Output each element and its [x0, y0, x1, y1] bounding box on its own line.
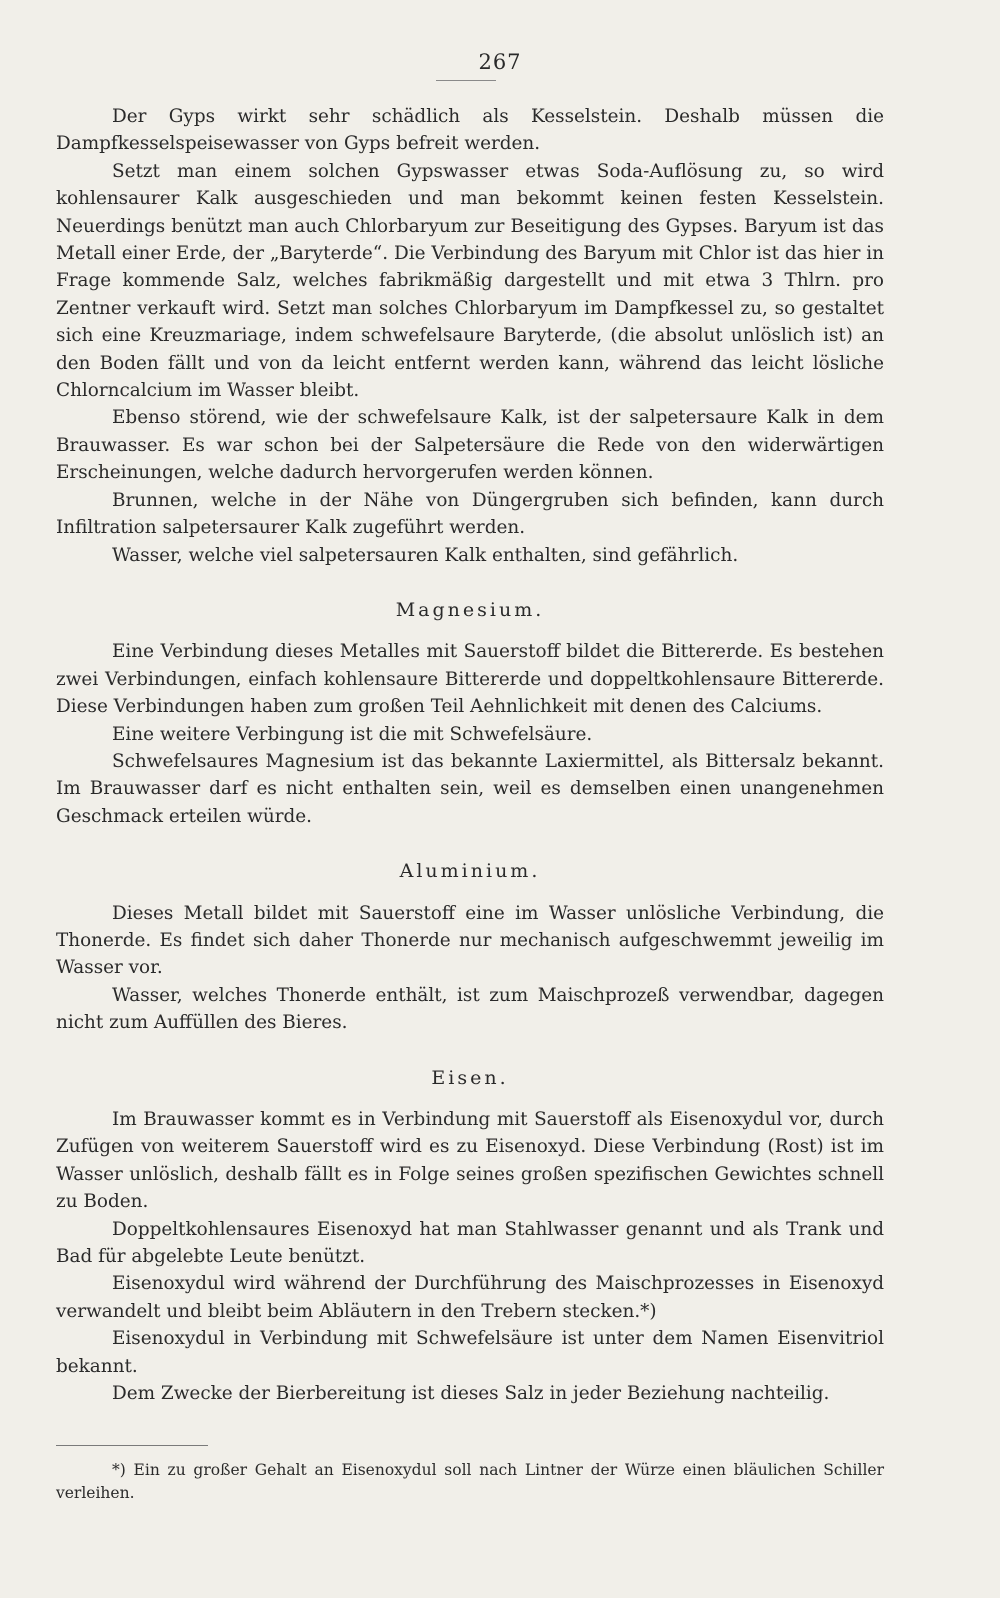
section-heading: Magnesium.: [395, 598, 545, 621]
paragraph: Eisenoxydul wird während der Durchführung des Maischprozesses in Eisenoxyd verwandelt und bleibt beim Abläutern in den Trebern stecken.*): [56, 1273, 884, 1322]
paragraph: Schwefelsaures Magnesium ist das bekannte Laxiermittel, als Bittersalz bekannt. Im Brauwasser darf es nicht enthalten sein, weil es demselben einen unangenehmen Geschmack erteilen würde.: [56, 750, 884, 827]
paragraph: Brunnen, welche in der Nähe von Düngergruben sich befinden, kann durch Infiltration salpetersaurer Kalk zugeführt werden.: [56, 489, 884, 539]
paragraph: Wasser, welche viel salpetersauren Kalk enthalten, sind gefährlich.: [112, 544, 739, 566]
paragraph: Eine Verbindung dieses Metalles mit Sauerstoff bildet die Bittererde. Es bestehen zwei Verbindungen, einfach kohlensaure Bittererde und doppeltkohlensaure Bittererde. Diese Verbindungen haben zum großen Teil Aehnlichkeit mit denen des Calciums.: [56, 641, 884, 718]
body-text: [56, 103, 884, 1407]
paragraph: Dem Zwecke der Bierbereitung ist dieses Salz in jeder Beziehung nachteilig.: [112, 1383, 830, 1405]
footnote-rule: [56, 1445, 208, 1446]
paragraph: Ebenso störend, wie der schwefelsaure Kalk, ist der salpetersaure Kalk in dem Brauwasser. Es war schon bei der Salpetersäure die Rede von den widerwärtigen Erscheinungen, welche dadurch hervorgerufen werden können.: [56, 407, 884, 484]
paragraph: Der Gyps wirkt sehr schädlich als Kesselstein. Deshalb müssen die Dampfkesselspeisewasser von Gyps befreit werden.: [56, 106, 884, 155]
paragraph: Eine weitere Verbingung ist die mit Schwefelsäure.: [112, 723, 593, 745]
paragraph: Im Brauwasser kommt es in Verbindung mit Sauerstoff als Eisenoxydul vor, durch Zufügen von weiterem Sauerstoff wird es zu Eisenoxyd. Diese Verbindung (Rost) ist im Wasser unlöslich, deshalb fällt es in Folge seines großen spezifischen Gewichtes schnell zu Boden.: [56, 1109, 884, 1213]
footnote: *) Ein zu großer Gehalt an Eisenoxydul soll nach Lintner der Würze einen bläulichen Schiller verleihen.: [56, 1461, 884, 1502]
paragraph: Dieses Metall bildet mit Sauerstoff eine im Wasser unlösliche Verbindung, die Thonerde. Es findet sich daher Thonerde nur mechanisch aufgeschwemmt jeweilig im Wasser vor.: [56, 902, 884, 979]
paragraph: Eisenoxydul in Verbindung mit Schwefelsäure ist unter dem Namen Eisenvitriol bekannt.: [56, 1328, 884, 1377]
section-heading: Aluminium.: [399, 860, 541, 883]
page-number: 267: [478, 50, 522, 74]
section-heading: Eisen.: [431, 1066, 509, 1089]
paragraph: Wasser, welches Thonerde enthält, ist zum Maischprozeß verwendbar, dagegen nicht zum Auffüllen des Bieres.: [56, 984, 884, 1034]
paragraph: Setzt man einem solchen Gypswasser etwas Soda-Auflösung zu, so wird kohlensaurer Kalk ausgeschieden und man bekommt keinen festen Kesselstein. Neuerdings benützt man auch Chlorbaryum zur Beseitigung des Gypses. Baryum ist das Metall einer Erde, der „Baryterde“. Die Verbindung des Baryum mit Chlor ist das hier in Frage kommende Salz, welches fabrikmäßig dargestellt und mit etwa 3 Thlrn. pro Zentner verkauft wird. Setzt man solches Chlorbaryum im Dampfkessel zu, so gestaltet sich eine Kreuzmariage, indem schwefelsaure Baryterde, (die absolut unlöslich ist) an den Boden fällt und von da leicht entfernt werden kann, während das leicht lösliche Chlorncalcium im Wasser bleibt.: [56, 160, 884, 402]
paragraph: Doppeltkohlensaures Eisenoxyd hat man Stahlwasser genannt und als Trank und Bad für abgelebte Leute benützt.: [56, 1218, 884, 1268]
page-number-rule: [436, 80, 496, 81]
